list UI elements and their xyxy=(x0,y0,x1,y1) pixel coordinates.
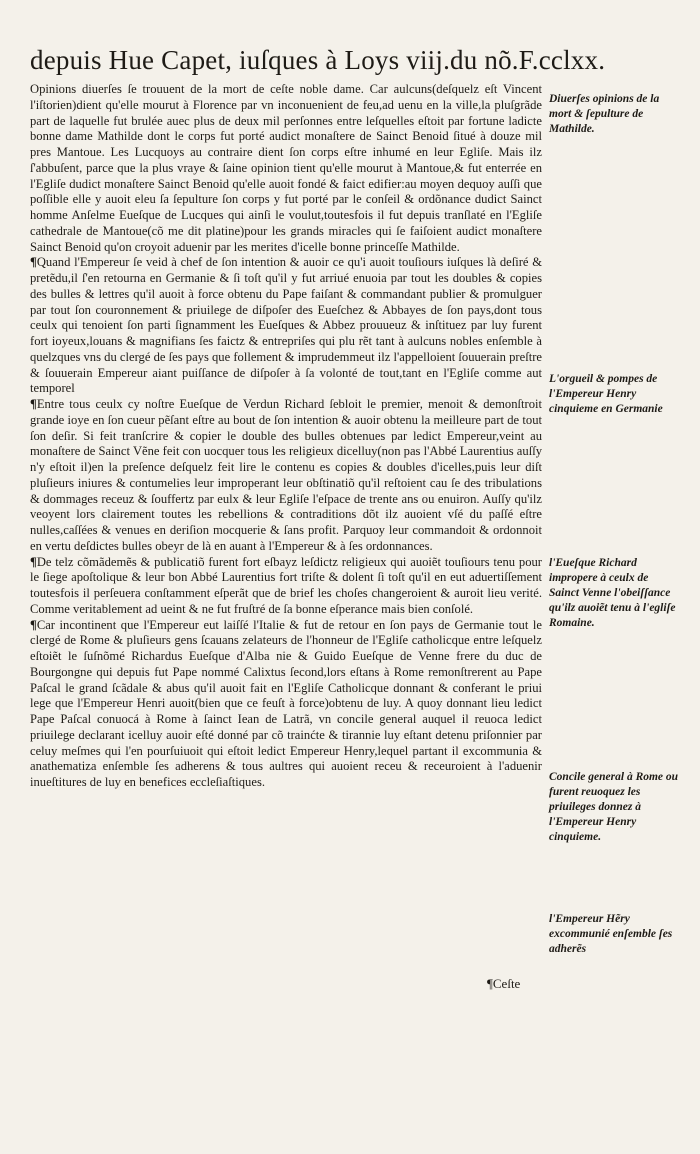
running-header: depuis Hue Capet, iuſques à Loys viij.du nõ.F.cclxx. xyxy=(30,45,606,75)
margin-note-5: l'Empereur Hẽry excommunié enſemble ſes adherẽs xyxy=(549,913,673,955)
margin-note-1: Diuerſes opinions de la mort & ſepulture de Mathilde. xyxy=(549,93,660,135)
paragraph-5 xyxy=(30,618,542,791)
margin-note-4: Concile general à Rome ou furent reuoquez les priuileges donnez à l'Empereur Henry cinquieme. xyxy=(549,771,679,843)
margin-note-3: l'Eueſque Richard impropere à ceulx de Sainct Venne l'obeiſſance qu'ilz auoiẽt tenu à l'egliſe Romaine. xyxy=(549,557,676,629)
pilcrow-mark: ¶ xyxy=(30,397,37,411)
paragraph-3 xyxy=(30,397,542,555)
paragraph-text: De telz cõmãdemẽs & publicatiõ furent fort eſbayz leſdictz religieux qui auoiẽt touſiours tenu pour le ſiege apoſtolique & leur bon Abbé Laurentius fort triſte & dolent ſi toſt qu'il en eut aduertiſſement toutesfois il perſeuera conſtamment eſperãt que de brief les choſes changeroient & auroit lieu verité. Comme veritablement ad ueint & ne fut fruſtré de ſa bonne eſperance mais bien conſolé. xyxy=(30,554,542,616)
pilcrow-mark: ¶ xyxy=(30,255,37,270)
paragraph-text: Quand l'Empereur ſe veid à chef de ſon intention & auoir ce qu'i auoit touſiours iuſques là deſiré & pretẽdu,il ſ'en retourna en Germanie & ſi toſt qu'il y fut arriué enuoia par tout les doubles & copies des bulles & lettres qu'il auoit à force obtenu du Pape faiſant & commandant publier & promulguer par tout ſon couronnement & priuilege de diſpoſer des Eueſchez & Abbayes de ſon pays,dont tous ceulx qui tenoient ſon parti ſignamment les Eueſques & Abbez prouueuz & inſtituez par luy furent fort ioyeux,louans & magnifians ſes faictz & entrepriſes qui plu rẽt tant à aulcuns nobles enſemble à quelzques vns du clergé de ſes pays que follement & imprudemmeut ilz l'appelloient ſouuerain preſtre & ſouuerain Empereur aiant puiſſance de diſpoſer à ſa volonté de tout,tant en l'Egliſe comme aut temporel xyxy=(30,255,542,396)
paragraph-text: Car incontinent que l'Empereur eut laiſſé l'Italie & fut de retour en ſon pays de Germanie tout le clergé de Rome & pluſieurs gens ſcauans zelateurs de l'honneur de l'Egliſe catholicque entre leſquelz eſtoiẽt le ſuſnõmé Richardus Eueſque d'Alba nie & Guido Eueſque de Venne frere du duc de Bourgongne qui depuis fut Pape nommé Calixtus ſecond,lors eſtans à Rome remonſtrerent au Pape Paſcal le grand ſcãdale & abus qu'il auoit fait en l'Egliſe Catholicque donnant & conferant le priui lege que l'Empereur Henri auoit(bien que ce feuſt à force)obtenu de luy. A quoy donnant lieu ledict Pape Paſcal conuocá à Rome à ſainct Iean de Latrã, vn concile general auquel il reuoca ledict priuilege declarant icelluy auoir eſté donné par cõ trainćte & tirannie luy eſtant detenu priſonnier par celuy meſmes qui l'en pourſuiuoit qui eſtoit ledict Empereur Henry,lequel partant il excommunia & anathematiza enſemble ſes adherens & tous aultres qui auoient receu & receuroient à l'aduenir inueſtitures de luy en benefices eccleſiaſtiques. xyxy=(30,617,542,789)
paragraph-text: Opinions diuerſes ſe trouuent de la mort de ceſte noble dame. Car aulcuns(deſquelz eſt Vincent l'iſtorien)dient qu'elle mourut à Florence par vn inconuenient de feu,ad uenu en la ville,la pluſgrãde part de laquelle fut brulée auec plus de deux mil perſonnes entre leſquelles eſtoit par fortune ladicte bonne dame Mathilde dont le corps fut porté audict monaſtere de Sainct Benoid ſitué à douze mil pres Mantoue. Les Lucquoys au contraire dient ſon corps eſtre inhumé en leur Egliſe. Mais ilz ſ'abbuſent, parce que la plus vraye & ſaine opinion tient qu'elle mourut à Mantoue,& fut enterrée en l'Egliſe dudict monaſtere Sainct Benoid qu'elle auoit fondé & faict edifier:au moyen dequoy auſſi que poſſible elle y auoit eleu ſa ſepulture ſon corps y fut porté par le conſeil & ordõnance dudict Sainct homme Anſelme Eueſque de Lucques qui ainſi le voulut,toutesfois il fut depuis tranſlaté en l'Egliſe cathedrale de Mantoue(cõ me dit platine)pour les grands miracles qui ſe faiſoient audict monaſtere Sainct Benoid qu'on croyoit aduenir par les merites d'icelle bonne princeſſe Mathilde. xyxy=(30,82,542,254)
paragraph-4 xyxy=(30,555,542,618)
pilcrow-mark: ¶ xyxy=(30,554,37,569)
paragraph-2 xyxy=(30,255,542,397)
catchword: ¶Ceſte xyxy=(487,976,521,991)
paragraph-text: Entre tous ceulx cy noſtre Eueſque de Verdun Richard ſebloit le premier, menoit & demonſtroit grande ioye en ſon cueur pẽſant eſtre au bout de ſon intention & auoir obtenu la meilleure part de tout ſon deſir. Si feit tranſcrire & copier le double des bulles obtenues par ledict Empereur,veint au monaſtere de Sainct Vẽne feit con uocquer tous les religieux dicelluy(non pas l'Abbé Laurentius auſſy n'y eſtoit il)en la preſence deſquelz feit lire le contenu es copies & doubles d'icelles,puis leur diſt pluſieurs iniures & contumelies leur improperant leur obſtinatiõ qu'il reſtoient cau ſe des tribulations & dommages receuz & ſouffertz par eulx & leur Egliſe l'eſpace de trente ans ou enuiron. Auſſy qu'ilz veoyent lors clairement toutes les rebellions & contraditions dõt ilz auoient vſé du paſſé eſtre nulles,caſſées & venues en deriſion mocquerie & ſans profit. Parquoy leur commandoit & ordonnoit en vertu deſdictes bulles obeyr de là en auant à l'Empereur & à ſes ordonnances. xyxy=(30,397,542,553)
margin-note-2: L'orgueil & pompes de l'Empereur Henry cinquieme en Germanie xyxy=(549,373,663,415)
main-text xyxy=(30,82,542,791)
pilcrow-mark: ¶ xyxy=(30,617,37,632)
paragraph-1 xyxy=(30,82,542,255)
